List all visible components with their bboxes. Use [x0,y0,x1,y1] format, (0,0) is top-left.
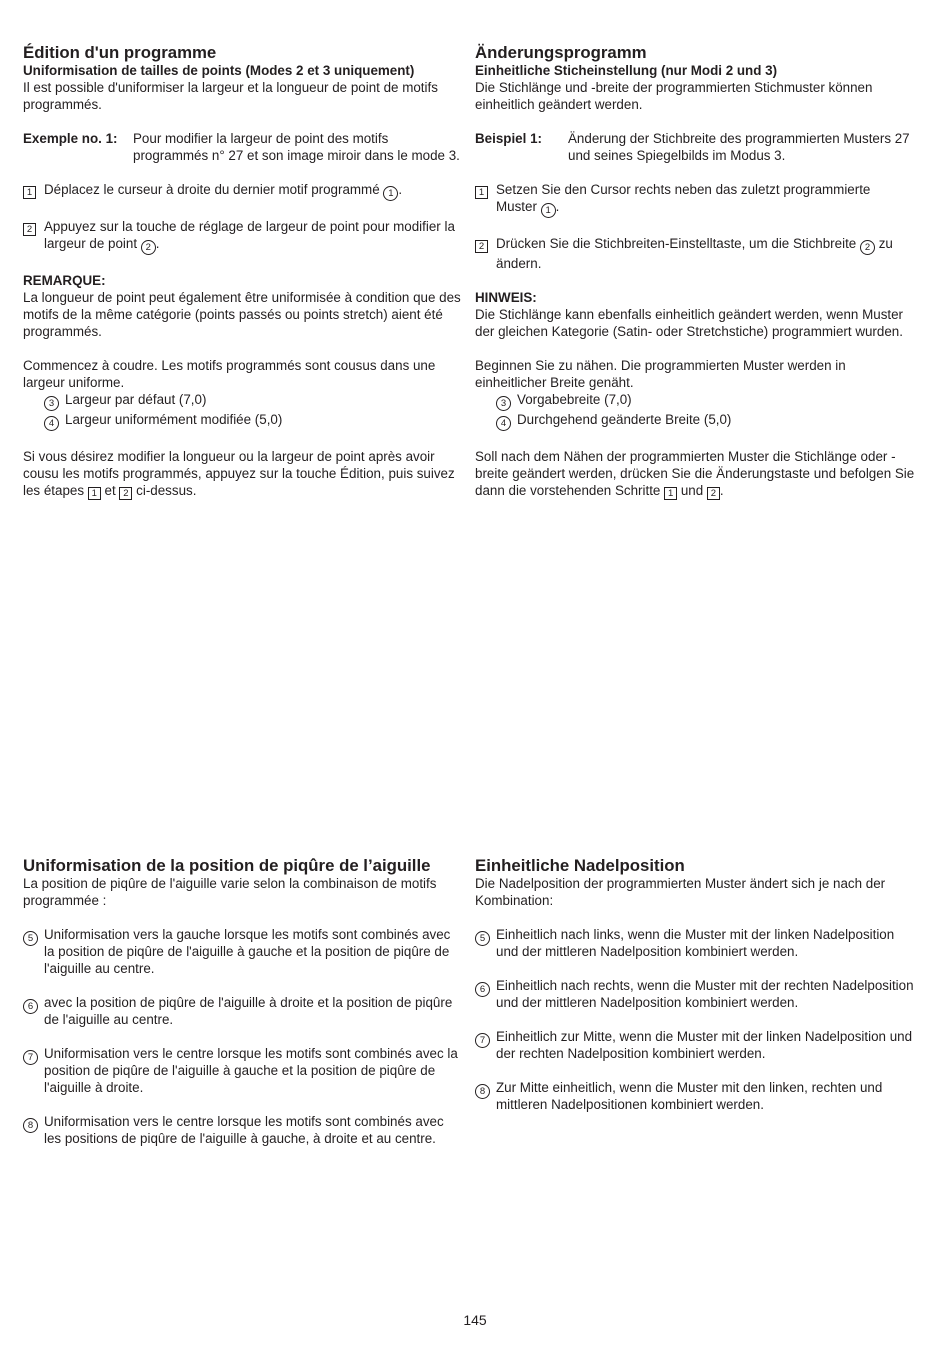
section-needle-position-fr [23,857,463,1147]
example-block [23,130,463,164]
section-subtitle: Uniformisation de tailles de points (Modes 2 et 3 uniquement) [23,63,415,78]
legend-item-4 [475,411,915,431]
step-end: . [155,236,160,251]
step-ref-box: 1 [664,487,677,500]
circled-number: 7 [475,1033,490,1048]
circled-number: 6 [23,999,38,1014]
section-edition-fr [23,44,463,500]
final-paragraph [23,448,463,500]
position-item-text: avec la position de piqûre de l'aiguille à droite et la position de piqûre de l'aiguille au centre. [44,995,453,1027]
position-item [475,1079,915,1113]
intro-paragraph: Il est possible d'uniformiser la largeur et la longueur de point de motifs programmés. [23,80,438,112]
final-and: et [104,483,116,498]
final-end: ci-dessus. [136,483,197,498]
position-item [23,926,463,977]
section-needle-position-de [475,857,915,1113]
position-item-text: Uniformisation vers le centre lorsque les motifs sont combinés avec les positions de piqûre de l'aiguille à gauche, à droite et au centre. [44,1114,444,1146]
circled-number: 4 [44,416,59,431]
circled-number: 3 [44,396,59,411]
circled-ref: 2 [860,240,875,255]
position-item [475,977,915,1011]
final-end: . [719,483,724,498]
section-title: Änderungsprogramm [475,43,647,62]
circled-ref: 1 [541,203,556,218]
position-item-text: Uniformisation vers le centre lorsque les motifs sont combinés avec la position de piqûre de l'aiguille à gauche et la position de piqûre de l'aiguille à droite. [44,1046,458,1095]
intro-paragraph: La position de piqûre de l'aiguille varie selon la combinaison de motifs programmée : [23,876,437,908]
section-title: Einheitliche Nadelposition [475,856,685,875]
legend-item-4 [23,411,463,431]
step-2 [23,218,463,255]
position-item [23,1113,463,1147]
note-label: REMARQUE: [23,273,106,288]
position-item-text: Uniformisation vers la gauche lorsque les motifs sont combinés avec la position de piqûre de l'aiguille à gauche et la position de piqûre de l'aiguille au centre. [44,927,451,976]
section-aenderung-de [475,44,915,500]
legend-text: Vorgabebreite (7,0) [517,392,632,407]
position-list [23,909,463,1147]
circled-number: 3 [496,396,511,411]
position-item-text: Einheitlich nach rechts, wenn die Muster mit der rechten Nadelposition und der mittleren Nadelposition kombiniert werden. [496,978,914,1010]
step-2 [475,235,915,272]
example-block [475,130,915,164]
note-text: La longueur de point peut également être uniformisée à condition que des motifs de la même catégorie (points passés ou points stretch) aient été programmés. [23,290,461,339]
legend-text: Durchgehend geänderte Breite (5,0) [517,412,732,427]
circled-number: 5 [23,931,38,946]
step-text: Appuyez sur la touche de réglage de largeur de point pour modifier la largeur de point [44,219,455,251]
circled-number: 6 [475,982,490,997]
intro-paragraph: Die Nadelposition der programmierten Muster ändert sich je nach der Kombination: [475,876,886,908]
position-item [23,994,463,1028]
step-end: . [555,199,560,214]
circled-number: 8 [23,1118,38,1133]
position-item [475,926,915,960]
circled-number: 7 [23,1050,38,1065]
sew-paragraph: Beginnen Sie zu nähen. Die programmierten Muster werden in einheitlicher Breite genäht. [475,358,846,390]
circled-number: 8 [475,1084,490,1099]
example-label: Beispiel 1: [475,131,542,146]
step-ref-box: 2 [707,487,720,500]
step-end: . [398,182,403,197]
section-title: Uniformisation de la position de piqûre de l’aiguille [23,856,431,875]
position-item-text: Einheitlich nach links, wenn die Muster mit der linken Nadelposition und der mittleren Nadelposition kombiniert werden. [496,927,895,959]
step-text: Setzen Sie den Cursor rechts neben das zuletzt programmierte Muster [496,182,871,214]
sew-paragraph: Commencez à coudre. Les motifs programmés sont cousus dans une largeur uniforme. [23,358,436,390]
step-number-box: 1 [475,186,488,199]
final-paragraph [475,448,915,500]
step-ref-box: 1 [88,487,101,500]
note-label: HINWEIS: [475,290,537,305]
example-text: Pour modifier la largeur de point des motifs programmés n° 27 et son image miroir dans le mode 3. [133,131,460,163]
step-1 [475,181,915,218]
position-item-text: Zur Mitte einheitlich, wenn die Muster mit den linken, rechten und mittleren Nadelpositionen kombiniert werden. [496,1080,883,1112]
final-text: Soll nach dem Nähen der programmierten Muster die Stichlänge oder -breite geändert werden, drücken Sie die Änderungstaste und befolgen Sie dann die vorstehenden Schritte [475,449,915,498]
legend-text: Largeur par défaut (7,0) [65,392,207,407]
position-item [23,1045,463,1096]
circled-number: 4 [496,416,511,431]
step-text: Déplacez le curseur à droite du dernier motif programmé [44,182,380,197]
step-number-box: 2 [475,240,488,253]
page-number: 145 [463,1312,487,1328]
intro-paragraph: Die Stichlänge und -breite der programmierten Stichmuster können einheitlich geändert werden. [475,80,873,112]
position-item-text: Einheitlich zur Mitte, wenn die Muster mit der linken Nadelposition und der rechten Nadelposition kombiniert werden. [496,1029,913,1061]
note-text: Die Stichlänge kann ebenfalls einheitlich geändert werden, wenn Muster der gleichen Kategorie (Satin- oder Stretchstiche) programmiert wurden. [475,307,904,339]
circled-ref: 1 [383,186,398,201]
section-subtitle: Einheitliche Sticheinstellung (nur Modi 2 und 3) [475,63,778,78]
step-number-box: 2 [23,223,36,236]
final-and: und [680,483,704,498]
legend-item-3 [475,391,915,411]
legend-text: Largeur uniformément modifiée (5,0) [65,412,283,427]
example-text: Änderung der Stichbreite des programmierten Musters 27 und seines Spiegelbilds im Modus 3. [568,131,910,163]
position-list [475,909,915,1113]
example-label: Exemple no. 1: [23,131,118,146]
legend-item-3 [23,391,463,411]
circled-number: 5 [475,931,490,946]
section-title: Édition d'un programme [23,43,217,62]
step-end: zu ändern. [496,236,893,271]
step-1 [23,181,463,201]
circled-ref: 2 [141,240,156,255]
step-ref-box: 2 [119,487,132,500]
step-text: Drücken Sie die Stichbreiten-Einstelltaste, um die Stichbreite [496,236,857,251]
final-text: Si vous désirez modifier la longueur ou la largeur de point après avoir cousu les motifs programmés, appuyez sur la touche Édition, puis suivez les étapes [23,449,455,498]
position-item [475,1028,915,1062]
step-number-box: 1 [23,186,36,199]
